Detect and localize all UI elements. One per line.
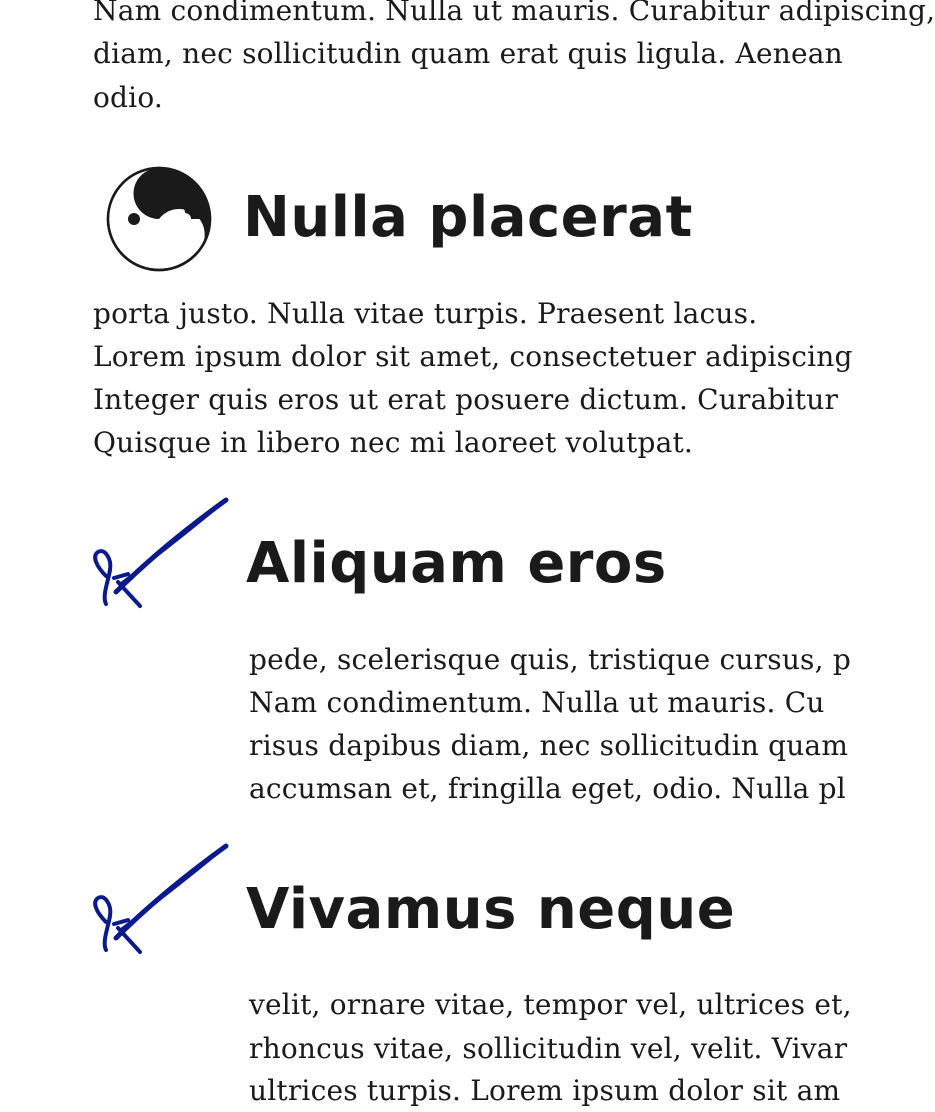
section-heading: Nulla placerat <box>243 185 693 250</box>
checkmark-k-icon <box>90 842 230 956</box>
paragraph-line: pede, scelerisque quis, tristique cursus, p <box>249 643 851 676</box>
paragraph-line: Lorem ipsum dolor sit amet, consectetuer adipiscing <box>93 340 853 373</box>
checkmark-k-icon <box>90 496 230 610</box>
section-heading: Vivamus neque <box>246 877 736 942</box>
paragraph-line: accumsan et, fringilla eget, odio. Nulla pl <box>249 772 846 805</box>
paragraph-line: Nam condimentum. Nulla ut mauris. Curabitur adipiscing, <box>93 0 935 27</box>
paragraph-line: ultrices turpis. Lorem ipsum dolor sit am <box>249 1074 841 1107</box>
paragraph-line: Nam condimentum. Nulla ut mauris. Cu <box>249 686 825 719</box>
paragraph-line: odio. <box>93 81 164 114</box>
paragraph-line: rhoncus vitae, sollicitudin vel, velit. Vivar <box>249 1032 848 1065</box>
paragraph-line: risus dapibus diam, nec sollicitudin quam <box>249 729 849 762</box>
paragraph-line: Quisque in libero nec mi laoreet volutpat. <box>93 426 694 459</box>
paragraph-line: diam, nec sollicitudin quam erat quis ligula. Aenean <box>93 37 843 70</box>
paragraph-line: porta justo. Nulla vitae turpis. Praesent lacus. <box>93 297 758 330</box>
yin-yang-icon <box>106 166 212 272</box>
paragraph-line: Integer quis eros ut erat posuere dictum. Curabitur <box>93 383 839 416</box>
paragraph-line: velit, ornare vitae, tempor vel, ultrices et, <box>249 988 852 1021</box>
section-heading: Aliquam eros <box>246 531 667 596</box>
